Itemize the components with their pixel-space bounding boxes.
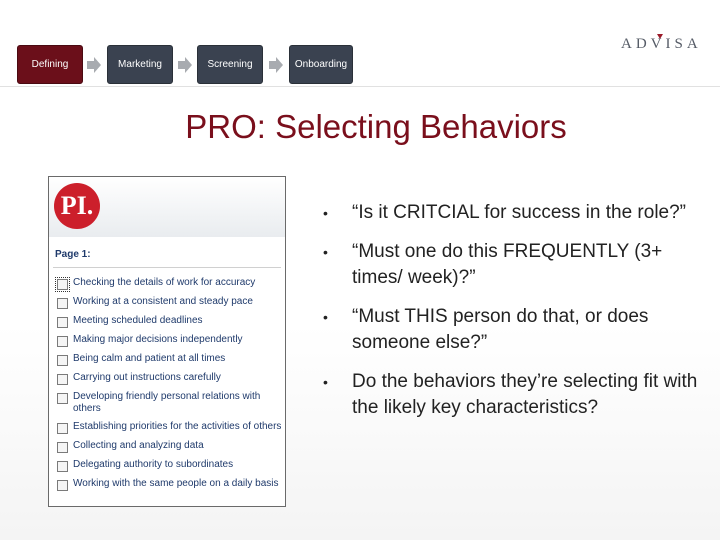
advisa-logo: ADVISA <box>621 36 702 52</box>
behavior-label: Meeting scheduled deadlines <box>73 315 203 326</box>
step-onboarding[interactable] <box>289 45 353 84</box>
arrow-right-icon <box>86 57 102 73</box>
behavior-label: Developing friendly personal relations with others <box>73 391 261 414</box>
bullet-item: • Do the behaviors they’re selecting fit with the likely key characteristics? <box>320 369 700 421</box>
behavior-item <box>57 391 283 415</box>
behavior-label: Carrying out instructions carefully <box>73 372 221 383</box>
arrow-right-icon <box>268 57 284 73</box>
checkbox[interactable] <box>57 336 68 347</box>
behavior-item <box>57 334 283 347</box>
behavior-form-screenshot <box>48 176 286 507</box>
behavior-label: Working with the same people on a daily basis <box>73 478 279 489</box>
page-title: PRO: Selecting Behaviors <box>185 108 567 145</box>
checkbox[interactable] <box>57 480 68 491</box>
behavior-label: Collecting and analyzing data <box>73 440 204 451</box>
behavior-item <box>57 478 283 491</box>
behavior-label: Working at a consistent and steady pace <box>73 296 253 307</box>
header-divider <box>0 86 720 87</box>
step-marketing[interactable] <box>107 45 173 84</box>
checkbox[interactable] <box>57 355 68 366</box>
behavior-item <box>57 353 283 366</box>
checkbox[interactable] <box>57 461 68 472</box>
bullet-item: • “Is it CRITCIAL for success in the role?” <box>320 200 700 226</box>
behavior-item <box>57 315 283 328</box>
checkbox[interactable] <box>57 442 68 453</box>
form-divider <box>53 267 281 268</box>
behavior-label: Making major decisions independently <box>73 334 243 345</box>
bullet-item: • “Must one do this FREQUENTLY (3+ times/ week)?” <box>320 239 700 291</box>
behavior-label: Delegating authority to subordinates <box>73 459 234 470</box>
behavior-item <box>57 421 283 434</box>
behavior-label: Being calm and patient at all times <box>73 353 226 364</box>
behavior-label: Establishing priorities for the activities of others <box>73 421 282 432</box>
checkbox[interactable] <box>57 374 68 385</box>
step-defining[interactable] <box>17 45 83 84</box>
pi-logo: PI. <box>54 183 100 229</box>
behavior-item <box>57 296 283 309</box>
checkbox[interactable] <box>57 298 68 309</box>
step-screening[interactable] <box>197 45 263 84</box>
behavior-checklist <box>57 277 283 497</box>
arrow-right-icon <box>177 57 193 73</box>
bullet-list <box>320 200 700 434</box>
step-label: Screening <box>207 59 253 70</box>
behavior-item <box>57 440 283 453</box>
checkbox[interactable] <box>57 393 68 404</box>
behavior-item <box>57 372 283 385</box>
checkbox[interactable] <box>57 423 68 434</box>
behavior-item <box>57 459 283 472</box>
bullet-item: • “Must THIS person do that, or does someone else?” <box>320 304 700 356</box>
form-header <box>49 177 285 237</box>
form-page-label: Page 1: <box>55 249 91 260</box>
checkbox[interactable] <box>57 279 68 290</box>
step-label: Defining <box>31 59 69 70</box>
behavior-label: Checking the details of work for accuracy <box>73 277 256 288</box>
behavior-item <box>57 277 283 290</box>
step-label: Onboarding <box>294 59 348 70</box>
checkbox[interactable] <box>57 317 68 328</box>
step-label: Marketing <box>118 59 162 70</box>
